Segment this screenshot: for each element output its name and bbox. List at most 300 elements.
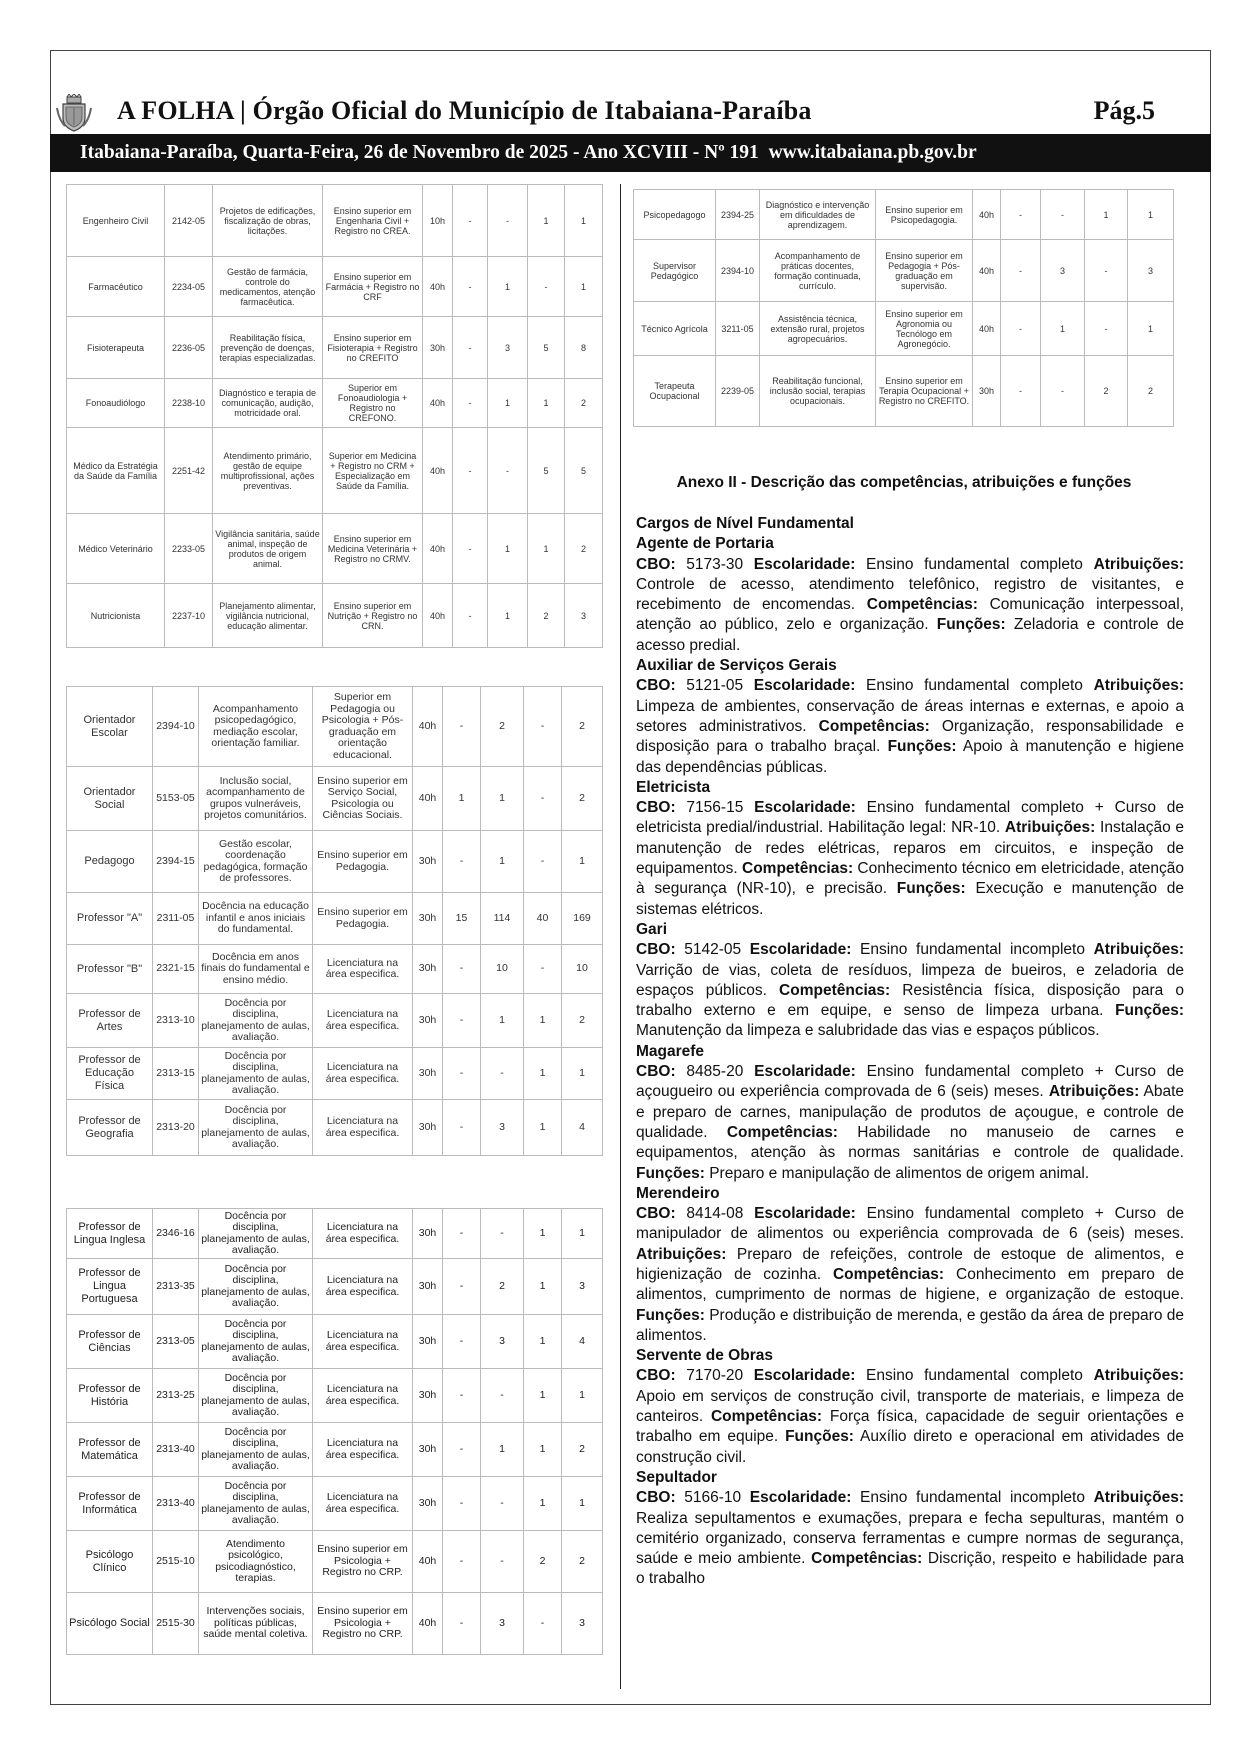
cell-cargo: Professor "B" bbox=[67, 945, 153, 994]
section-heading: Cargos de Nível Fundamental bbox=[636, 515, 854, 532]
cell-col-3: 1 bbox=[528, 514, 565, 584]
cargos-table-2 bbox=[66, 686, 603, 1156]
cell-requisitos: Licenciatura na área especifica. bbox=[313, 994, 413, 1048]
cell-atribuicoes: Acompanhamento psicopedagógico, mediação escolar, orientação familiar. bbox=[199, 687, 313, 767]
label-funcoes: Funções: bbox=[1115, 1002, 1184, 1020]
cell-cbo: 2313-25 bbox=[153, 1369, 199, 1423]
cell-atribuicoes: Assistência técnica, extensão rural, projetos agropecuários. bbox=[760, 302, 876, 356]
cell-col-2: 1 bbox=[481, 831, 524, 893]
table-row bbox=[67, 185, 603, 257]
cell-col-2: 1 bbox=[488, 514, 528, 584]
label-funcoes: Funções: bbox=[887, 738, 957, 756]
cell-total: 1 bbox=[562, 831, 603, 893]
value-cbo: 8414-08 bbox=[675, 1205, 755, 1223]
label-cbo: CBO: bbox=[636, 799, 676, 817]
table-row bbox=[67, 428, 603, 514]
cell-requisitos: Ensino superior em Psicopedagogia. bbox=[876, 190, 973, 240]
value-atribuicoes: Preparo de refeições, controle de estoque de alimentos, e higienização de cozinha. bbox=[636, 1245, 1184, 1283]
cell-col-2: 114 bbox=[481, 893, 524, 945]
label-competencias: Competências: bbox=[742, 860, 854, 878]
table-row bbox=[67, 514, 603, 584]
cell-requisitos: Licenciatura na área especifica. bbox=[313, 1369, 413, 1423]
cell-cbo: 2515-10 bbox=[153, 1531, 199, 1593]
label-cbo: CBO: bbox=[636, 1063, 676, 1081]
label-competencias: Competências: bbox=[866, 596, 978, 614]
label-atribuicoes: Atribuições: bbox=[1048, 1083, 1140, 1101]
cell-carga-horaria: 30h bbox=[413, 1369, 443, 1423]
value-cbo: 5166-10 bbox=[675, 1489, 750, 1507]
cell-col-2: - bbox=[488, 185, 528, 257]
cell-col-1: - bbox=[443, 1259, 481, 1315]
cell-col-3: 2 bbox=[1085, 356, 1128, 427]
cell-atribuicoes: Docência por disciplina, planejamento de aulas, avaliação. bbox=[199, 1259, 313, 1315]
cell-col-3: - bbox=[524, 1593, 562, 1655]
cell-col-3: - bbox=[524, 687, 562, 767]
role-heading: Merendeiro bbox=[636, 1184, 720, 1202]
cell-requisitos: Licenciatura na área especifica. bbox=[313, 1315, 413, 1369]
column-divider bbox=[620, 184, 621, 1689]
cell-col-1: - bbox=[443, 1048, 481, 1100]
cell-atribuicoes: Docência na educação infantil e anos iniciais do fundamental. bbox=[199, 893, 313, 945]
value-competencias: Comunicação interpessoal, atenção ao público, zelo e organização. bbox=[636, 596, 1184, 634]
value-cbo: 7156-15 bbox=[675, 799, 755, 817]
value-atribuicoes: Realiza sepultamentos e exumações, prepara e fecha sepulturas, mantém o cemitério organizado, conserva ferramentas e cumpre normas de segurança, saúde e meio ambiente. bbox=[636, 1509, 1184, 1568]
cell-total: 2 bbox=[562, 994, 603, 1048]
cell-total: 1 bbox=[562, 1048, 603, 1100]
cell-cargo: Professor de Ciências bbox=[67, 1315, 153, 1369]
cell-col-1: - bbox=[443, 1423, 481, 1477]
value-cbo: 5173-30 bbox=[675, 555, 754, 573]
cell-carga-horaria: 40h bbox=[973, 190, 1001, 240]
table-row bbox=[634, 356, 1174, 427]
table-row bbox=[67, 945, 603, 994]
cell-carga-horaria: 30h bbox=[413, 893, 443, 945]
label-atribuicoes: Atribuições: bbox=[636, 1245, 727, 1263]
cell-cargo: Professor de Geografia bbox=[67, 1100, 153, 1156]
cell-carga-horaria: 30h bbox=[413, 1209, 443, 1259]
cell-requisitos: Superior em Fonoaudiologia + Registro no CREFONO. bbox=[323, 379, 423, 428]
cell-atribuicoes: Projetos de edificações, fiscalização de obras, licitações. bbox=[213, 185, 323, 257]
role-heading: Servente de Obras bbox=[636, 1347, 773, 1365]
cell-col-2: - bbox=[1041, 356, 1085, 427]
cell-cargo: Professor de Matemática bbox=[67, 1423, 153, 1477]
cell-col-2: - bbox=[481, 1531, 524, 1593]
cell-carga-horaria: 30h bbox=[413, 1315, 443, 1369]
annex-body bbox=[636, 514, 1184, 1590]
cell-col-3: 1 bbox=[524, 1315, 562, 1369]
role-description bbox=[636, 676, 1184, 777]
cell-col-2: 3 bbox=[481, 1315, 524, 1369]
label-atribuicoes: Atribuições: bbox=[1093, 677, 1184, 695]
cell-total: 2 bbox=[562, 1531, 603, 1593]
value-funcoes: Execução e manutenção de sistemas elétricos. bbox=[636, 880, 1185, 918]
cell-cargo: Farmacêutico bbox=[67, 257, 165, 317]
cell-cargo: Professor de Lingua Inglesa bbox=[67, 1209, 153, 1259]
cell-cargo: Supervisor Pedagógico bbox=[634, 240, 716, 302]
value-escolaridade: Ensino fundamental incompleto bbox=[851, 941, 1094, 959]
cell-col-1: - bbox=[443, 831, 481, 893]
cell-cargo: Nutricionista bbox=[67, 584, 165, 648]
cell-requisitos: Licenciatura na área especifica. bbox=[313, 1100, 413, 1156]
cell-requisitos: Ensino superior em Terapia Ocupacional + Registro no CREFITO. bbox=[876, 356, 973, 427]
cell-cbo: 2346-16 bbox=[153, 1209, 199, 1259]
cell-cbo: 2313-15 bbox=[153, 1048, 199, 1100]
cell-col-2: - bbox=[481, 1477, 524, 1531]
cell-total: 1 bbox=[1128, 302, 1174, 356]
cell-requisitos: Ensino superior em Serviço Social, Psicologia ou Ciências Sociais. bbox=[313, 767, 413, 831]
cell-cargo: Terapeuta Ocupacional bbox=[634, 356, 716, 427]
label-escolaridade: Escolaridade: bbox=[749, 941, 852, 959]
cell-carga-horaria: 10h bbox=[423, 185, 453, 257]
masthead bbox=[55, 94, 1155, 134]
cell-atribuicoes: Docência por disciplina, planejamento de aulas, avaliação. bbox=[199, 1209, 313, 1259]
cell-col-3: 1 bbox=[524, 1048, 562, 1100]
role-heading: Sepultador bbox=[636, 1468, 717, 1486]
cell-cbo: 2239-05 bbox=[716, 356, 760, 427]
label-cbo: CBO: bbox=[636, 677, 676, 695]
cell-total: 8 bbox=[565, 317, 603, 379]
value-funcoes: Auxílio direto e operacional em atividades de construção civil. bbox=[636, 1428, 1184, 1466]
cell-total: 169 bbox=[562, 893, 603, 945]
cell-cargo: Médico da Estratégia da Saúde da Família bbox=[67, 428, 165, 514]
cell-cargo: Pedagogo bbox=[67, 831, 153, 893]
cell-carga-horaria: 40h bbox=[423, 379, 453, 428]
cell-atribuicoes: Intervenções sociais, políticas públicas, saúde mental coletiva. bbox=[199, 1593, 313, 1655]
cell-cargo: Engenheiro Civil bbox=[67, 185, 165, 257]
cell-cargo: Professor de Educação Física bbox=[67, 1048, 153, 1100]
cell-carga-horaria: 40h bbox=[423, 584, 453, 648]
table-row bbox=[67, 831, 603, 893]
cell-carga-horaria: 40h bbox=[973, 240, 1001, 302]
cell-requisitos: Licenciatura na área especifica. bbox=[313, 1209, 413, 1259]
cell-atribuicoes: Docência em anos finais do fundamental e ensino médio. bbox=[199, 945, 313, 994]
value-escolaridade: Ensino fundamental completo bbox=[855, 555, 1094, 573]
value-atribuicoes: Varrição de vias, coleta de resíduos, limpeza de bueiros, e zeladoria de espaços públicos. bbox=[636, 961, 1184, 999]
cell-carga-horaria: 30h bbox=[413, 1259, 443, 1315]
cell-cbo: 2394-10 bbox=[716, 240, 760, 302]
cell-col-2: - bbox=[1041, 190, 1085, 240]
cell-col-1: - bbox=[1001, 356, 1041, 427]
cell-col-3: 2 bbox=[528, 584, 565, 648]
cell-cbo: 2236-05 bbox=[165, 317, 213, 379]
cell-col-3: 1 bbox=[528, 379, 565, 428]
role-description bbox=[636, 1366, 1184, 1467]
cell-total: 2 bbox=[565, 514, 603, 584]
role-description bbox=[636, 940, 1184, 1041]
table-row bbox=[634, 190, 1174, 240]
cell-cargo: Psicólogo Clínico bbox=[67, 1531, 153, 1593]
cell-cargo: Fonoaudiólogo bbox=[67, 379, 165, 428]
cargos-table-4 bbox=[633, 189, 1174, 427]
cell-col-1: - bbox=[453, 514, 488, 584]
cell-col-1: - bbox=[443, 945, 481, 994]
table-row bbox=[67, 893, 603, 945]
value-escolaridade: Ensino fundamental completo bbox=[855, 677, 1094, 695]
cell-col-2: 1 bbox=[481, 994, 524, 1048]
role-description bbox=[636, 1062, 1184, 1184]
role-heading: Auxiliar de Serviços Gerais bbox=[636, 657, 837, 675]
cell-carga-horaria: 40h bbox=[973, 302, 1001, 356]
cell-col-2: 3 bbox=[481, 1593, 524, 1655]
cell-col-3: 1 bbox=[524, 1259, 562, 1315]
cell-requisitos: Licenciatura na área especifica. bbox=[313, 1423, 413, 1477]
cell-col-2: - bbox=[481, 1369, 524, 1423]
value-atribuicoes: Apoio em serviços de construção civil, transporte de materiais, e limpeza de canteiros. bbox=[636, 1387, 1184, 1426]
label-competencias: Competências: bbox=[726, 1123, 838, 1141]
cell-carga-horaria: 30h bbox=[973, 356, 1001, 427]
cell-total: 2 bbox=[1128, 356, 1174, 427]
cell-cbo: 2313-20 bbox=[153, 1100, 199, 1156]
cell-atribuicoes: Docência por disciplina, planejamento de aulas, avaliação. bbox=[199, 1369, 313, 1423]
label-cbo: CBO: bbox=[636, 1367, 676, 1385]
cell-col-2: - bbox=[481, 1209, 524, 1259]
cell-col-3: 1 bbox=[524, 1477, 562, 1531]
cell-total: 1 bbox=[1128, 190, 1174, 240]
value-competencias: Conhecimento em preparo de alimentos, cumprimento de normas de higiene, e organização de estoque. bbox=[636, 1265, 1184, 1304]
cell-atribuicoes: Planejamento alimentar, vigilância nutricional, educação alimentar. bbox=[213, 584, 323, 648]
cell-requisitos: Licenciatura na área especifica. bbox=[313, 945, 413, 994]
cell-cbo: 3211-05 bbox=[716, 302, 760, 356]
role-heading: Agente de Portaria bbox=[636, 535, 774, 553]
cell-atribuicoes: Atendimento psicológico, psicodiagnóstico, terapias. bbox=[199, 1531, 313, 1593]
cell-requisitos: Superior em Medicina + Registro no CRM + Especialização em Saúde da Família. bbox=[323, 428, 423, 514]
label-cbo: CBO: bbox=[636, 1205, 676, 1223]
label-funcoes: Funções: bbox=[896, 880, 966, 898]
label-escolaridade: Escolaridade: bbox=[753, 1367, 856, 1385]
cell-col-2: 1 bbox=[488, 379, 528, 428]
cell-atribuicoes: Docência por disciplina, planejamento de aulas, avaliação. bbox=[199, 994, 313, 1048]
cell-carga-horaria: 30h bbox=[413, 1100, 443, 1156]
cell-total: 5 bbox=[565, 428, 603, 514]
cell-carga-horaria: 30h bbox=[423, 317, 453, 379]
label-escolaridade: Escolaridade: bbox=[754, 799, 856, 817]
cell-carga-horaria: 30h bbox=[413, 994, 443, 1048]
role-description bbox=[636, 555, 1184, 656]
cell-atribuicoes: Vigilância sanitária, saúde animal, inspeção de produtos de origem animal. bbox=[213, 514, 323, 584]
cell-cbo: 2237-10 bbox=[165, 584, 213, 648]
cell-cbo: 2238-10 bbox=[165, 379, 213, 428]
cell-total: 3 bbox=[562, 1593, 603, 1655]
cell-col-1: - bbox=[443, 1369, 481, 1423]
cell-cargo: Orientador Escolar bbox=[67, 687, 153, 767]
cell-carga-horaria: 40h bbox=[413, 1531, 443, 1593]
table-row bbox=[67, 1369, 603, 1423]
cell-col-3: - bbox=[524, 831, 562, 893]
cell-atribuicoes: Inclusão social, acompanhamento de grupos vulneráveis, projetos comunitários. bbox=[199, 767, 313, 831]
label-funcoes: Funções: bbox=[936, 616, 1006, 634]
value-competencias: Habilidade no manuseio de carnes e equipamentos, atenção às normas sanitárias e controle de qualidade. bbox=[636, 1123, 1184, 1162]
label-escolaridade: Escolaridade: bbox=[754, 1205, 856, 1223]
cell-cbo: 2234-05 bbox=[165, 257, 213, 317]
cell-requisitos: Licenciatura na área especifica. bbox=[313, 1048, 413, 1100]
cell-cargo: Técnico Agrícola bbox=[634, 302, 716, 356]
cell-requisitos: Ensino superior em Engenharia Civil + Registro no CREA. bbox=[323, 185, 423, 257]
cell-col-3: - bbox=[524, 767, 562, 831]
value-escolaridade: Ensino fundamental completo + Curso de eletricista predial/industrial. Habilitação legal: NR-10. bbox=[636, 799, 1185, 837]
newspaper-title: A FOLHA | Órgão Oficial do Município de Itabaiana-Paraíba bbox=[117, 96, 812, 125]
cell-col-3: 1 bbox=[524, 1369, 562, 1423]
label-competencias: Competências: bbox=[818, 717, 930, 735]
cell-cbo: 2251-42 bbox=[165, 428, 213, 514]
label-escolaridade: Escolaridade: bbox=[754, 1063, 856, 1081]
cell-requisitos: Ensino superior em Pedagogia + Pós-graduação em supervisão. bbox=[876, 240, 973, 302]
table-row bbox=[67, 1048, 603, 1100]
table-row bbox=[67, 1209, 603, 1259]
cell-col-1: - bbox=[443, 1100, 481, 1156]
table-row bbox=[67, 257, 603, 317]
cell-col-1: - bbox=[443, 1477, 481, 1531]
cell-requisitos: Superior em Pedagogia ou Psicologia + Pós-graduação em orientação educacional. bbox=[313, 687, 413, 767]
cell-total: 2 bbox=[562, 687, 603, 767]
cell-carga-horaria: 40h bbox=[413, 1593, 443, 1655]
value-escolaridade: Ensino fundamental completo + Curso de açougueiro ou experiência comprovada de 6 (seis) meses. bbox=[636, 1063, 1185, 1101]
cell-requisitos: Ensino superior em Nutrição + Registro no CRN. bbox=[323, 584, 423, 648]
cell-col-3: 1 bbox=[524, 1209, 562, 1259]
cell-col-3: 40 bbox=[524, 893, 562, 945]
cell-cargo: Professor de Artes bbox=[67, 994, 153, 1048]
cell-col-1: - bbox=[453, 379, 488, 428]
value-atribuicoes: Limpeza de ambientes, conservação de áreas internas e externas, e apoio a setores administrativos. bbox=[636, 697, 1184, 735]
cell-col-1: - bbox=[453, 584, 488, 648]
cell-carga-horaria: 40h bbox=[423, 514, 453, 584]
table-row bbox=[67, 317, 603, 379]
cell-carga-horaria: 30h bbox=[413, 831, 443, 893]
cell-cargo: Orientador Social bbox=[67, 767, 153, 831]
label-competencias: Competências: bbox=[779, 981, 891, 999]
table-row bbox=[67, 687, 603, 767]
value-competencias: Discrição, respeito e habilidade para o trabalho bbox=[636, 1550, 1184, 1588]
label-funcoes: Funções: bbox=[636, 1306, 705, 1324]
cell-atribuicoes: Reabilitação funcional, inclusão social, terapias ocupacionais. bbox=[760, 356, 876, 427]
dateline-text: Itabaiana-Paraíba, Quarta-Feira, 26 de Novembro de 2025 - Ano XCVIII - Nº 191 bbox=[80, 142, 759, 163]
cell-col-3: - bbox=[1085, 302, 1128, 356]
table-row bbox=[634, 240, 1174, 302]
cell-total: 4 bbox=[562, 1100, 603, 1156]
table-row bbox=[67, 994, 603, 1048]
cell-col-1: - bbox=[443, 994, 481, 1048]
cell-atribuicoes: Gestão de farmácia, controle do medicamentos, atenção farmacêutica. bbox=[213, 257, 323, 317]
cell-atribuicoes: Diagnóstico e intervenção em dificuldades de aprendizagem. bbox=[760, 190, 876, 240]
cell-col-2: - bbox=[481, 1048, 524, 1100]
label-cbo: CBO: bbox=[636, 1489, 676, 1507]
cell-cbo: 2515-30 bbox=[153, 1593, 199, 1655]
cell-col-2: 10 bbox=[481, 945, 524, 994]
cell-cargo: Fisioterapeuta bbox=[67, 317, 165, 379]
cell-col-1: - bbox=[453, 185, 488, 257]
cell-atribuicoes: Reabilitação física, prevenção de doenças, terapias especializadas. bbox=[213, 317, 323, 379]
cell-cbo: 2313-40 bbox=[153, 1423, 199, 1477]
cell-requisitos: Ensino superior em Pedagogia. bbox=[313, 831, 413, 893]
cell-requisitos: Ensino superior em Farmácia + Registro no CRF bbox=[323, 257, 423, 317]
cell-cbo: 2142-05 bbox=[165, 185, 213, 257]
table-row bbox=[67, 1423, 603, 1477]
table-row bbox=[67, 767, 603, 831]
cell-cargo: Psicólogo Social bbox=[67, 1593, 153, 1655]
label-atribuicoes: Atribuições: bbox=[1093, 1489, 1185, 1507]
role-description bbox=[636, 798, 1184, 920]
table-row bbox=[67, 1531, 603, 1593]
label-escolaridade: Escolaridade: bbox=[753, 555, 856, 573]
cell-total: 3 bbox=[1128, 240, 1174, 302]
table-row bbox=[67, 1477, 603, 1531]
cell-cargo: Psicopedagogo bbox=[634, 190, 716, 240]
cell-col-2: 3 bbox=[488, 317, 528, 379]
cell-total: 4 bbox=[562, 1315, 603, 1369]
cell-cargo: Professor de História bbox=[67, 1369, 153, 1423]
cell-col-1: - bbox=[1001, 190, 1041, 240]
label-competencias: Competências: bbox=[832, 1265, 945, 1283]
cell-atribuicoes: Acompanhamento de práticas docentes, formação continuada, currículo. bbox=[760, 240, 876, 302]
table-row bbox=[67, 379, 603, 428]
roles-list bbox=[636, 534, 1184, 1589]
cell-total: 1 bbox=[562, 1477, 603, 1531]
label-competencias: Competências: bbox=[710, 1408, 823, 1426]
cell-cbo: 2313-05 bbox=[153, 1315, 199, 1369]
cell-cbo: 2233-05 bbox=[165, 514, 213, 584]
cell-cargo: Professor de Informática bbox=[67, 1477, 153, 1531]
value-funcoes: Zeladoria e controle de acesso predial. bbox=[636, 616, 1184, 654]
cell-cbo: 2313-40 bbox=[153, 1477, 199, 1531]
value-funcoes: Produção e distribuição de merenda, e gestão da área de preparo de alimentos. bbox=[636, 1306, 1185, 1344]
value-competencias: Resistência física, disposição para o trabalho externo e em equipe, e senso de limpeza urbana. bbox=[636, 981, 1184, 1020]
value-competencias: Força física, capacidade de seguir orientações e trabalho em equipe. bbox=[636, 1408, 1184, 1446]
cell-col-3: - bbox=[524, 945, 562, 994]
cell-col-2: 1 bbox=[481, 1423, 524, 1477]
role-description bbox=[636, 1488, 1184, 1589]
cell-cbo: 2313-10 bbox=[153, 994, 199, 1048]
value-competencias: Organização, responsabilidade e disposição para o trabalho braçal. bbox=[636, 717, 1184, 756]
cell-col-2: 1 bbox=[481, 767, 524, 831]
label-funcoes: Funções: bbox=[636, 1164, 705, 1182]
value-escolaridade: Ensino fundamental completo + Curso de manipulador de alimentos ou experiência comprovada de 6 (seis) meses. bbox=[636, 1205, 1185, 1243]
cell-cbo: 2321-15 bbox=[153, 945, 199, 994]
cell-requisitos: Ensino superior em Fisioterapia + Registro no CREFITO bbox=[323, 317, 423, 379]
cell-carga-horaria: 40h bbox=[423, 257, 453, 317]
cell-col-3: 5 bbox=[528, 428, 565, 514]
cell-col-3: 5 bbox=[528, 317, 565, 379]
cell-carga-horaria: 30h bbox=[413, 1423, 443, 1477]
cell-col-2: 3 bbox=[481, 1100, 524, 1156]
cell-cbo: 2394-15 bbox=[153, 831, 199, 893]
value-cbo: 5142-05 bbox=[675, 941, 750, 959]
value-atribuicoes: Controle de acesso, atendimento telefônico, registro de visitantes, e recebimento de encomendas. bbox=[636, 575, 1184, 614]
cell-col-1: - bbox=[443, 1531, 481, 1593]
cell-cargo: Médico Veterinário bbox=[67, 514, 165, 584]
value-funcoes: Manutenção da limpeza e salubridade das vias e espaços públicos. bbox=[636, 1022, 1100, 1040]
label-atribuicoes: Atribuições: bbox=[1093, 941, 1185, 959]
cell-cbo: 2394-25 bbox=[716, 190, 760, 240]
page-number: Pág.5 bbox=[1093, 96, 1155, 125]
cell-col-1: 1 bbox=[443, 767, 481, 831]
cell-col-1: - bbox=[453, 317, 488, 379]
cell-requisitos: Ensino superior em Psicologia + Registro no CRP. bbox=[313, 1593, 413, 1655]
cell-col-3: 1 bbox=[528, 185, 565, 257]
cell-col-1: - bbox=[443, 1593, 481, 1655]
cell-total: 2 bbox=[562, 1423, 603, 1477]
cell-carga-horaria: 30h bbox=[413, 945, 443, 994]
cell-total: 3 bbox=[562, 1259, 603, 1315]
cell-carga-horaria: 40h bbox=[413, 767, 443, 831]
cell-col-3: - bbox=[528, 257, 565, 317]
cell-total: 10 bbox=[562, 945, 603, 994]
label-atribuicoes: Atribuições: bbox=[1004, 819, 1096, 837]
website-link[interactable]: www.itabaiana.pb.gov.br bbox=[768, 142, 977, 163]
role-heading: Gari bbox=[636, 920, 668, 938]
cell-col-2: - bbox=[488, 428, 528, 514]
cell-col-3: 1 bbox=[1085, 190, 1128, 240]
cell-atribuicoes: Docência por disciplina, planejamento de aulas, avaliação. bbox=[199, 1315, 313, 1369]
value-escolaridade: Ensino fundamental completo bbox=[855, 1367, 1094, 1385]
